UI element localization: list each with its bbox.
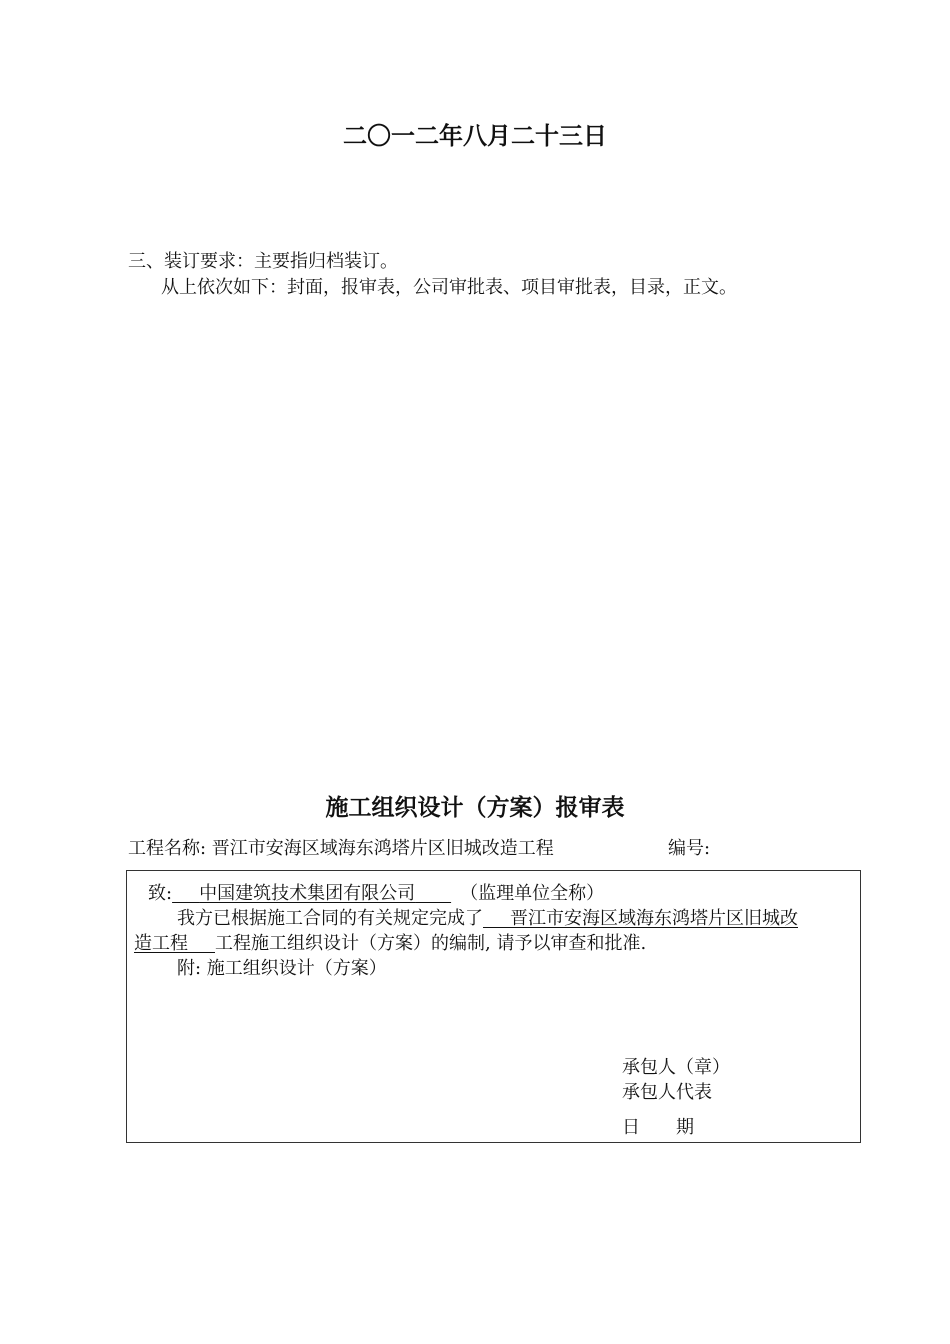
supervisor-note: （监理单位全称） <box>460 883 605 904</box>
body-prefix: 我方已根据施工合同的有关规定完成了 <box>177 908 483 929</box>
date-label: 日 期 <box>622 1117 694 1138</box>
to-label: 致: <box>148 883 173 904</box>
addressee-line <box>148 882 604 906</box>
contractor-seal: 承包人（章） <box>622 1057 730 1078</box>
binding-order: 从上依次如下：封面，报审表，公司审批表、项目审批表，目录，正文。 <box>161 277 737 298</box>
body-line-1 <box>177 907 798 931</box>
body-line-2 <box>134 932 646 956</box>
project-ref-2: 造工程 <box>134 933 188 954</box>
contractor-rep: 承包人代表 <box>622 1082 712 1103</box>
form-title: 施工组织设计（方案）报审表 <box>325 794 625 821</box>
form-number-label: 编号: <box>668 838 711 859</box>
body-suffix: 工程施工组织设计（方案）的编制, 请予以审查和批准. <box>215 933 647 954</box>
project-name: 工程名称: 晋江市安海区域海东鸿塔片区旧城改造工程 <box>128 838 554 859</box>
supervisor-name: 中国建筑技术集团有限公司 <box>199 883 416 904</box>
cover-date: 二〇一二年八月二十三日 <box>343 121 607 150</box>
binding-heading: 三、装订要求：主要指归档装订。 <box>128 251 398 272</box>
attachment: 附: 施工组织设计（方案） <box>177 958 387 979</box>
project-ref-1: 晋江市安海区域海东鸿塔片区旧城改 <box>510 908 798 929</box>
